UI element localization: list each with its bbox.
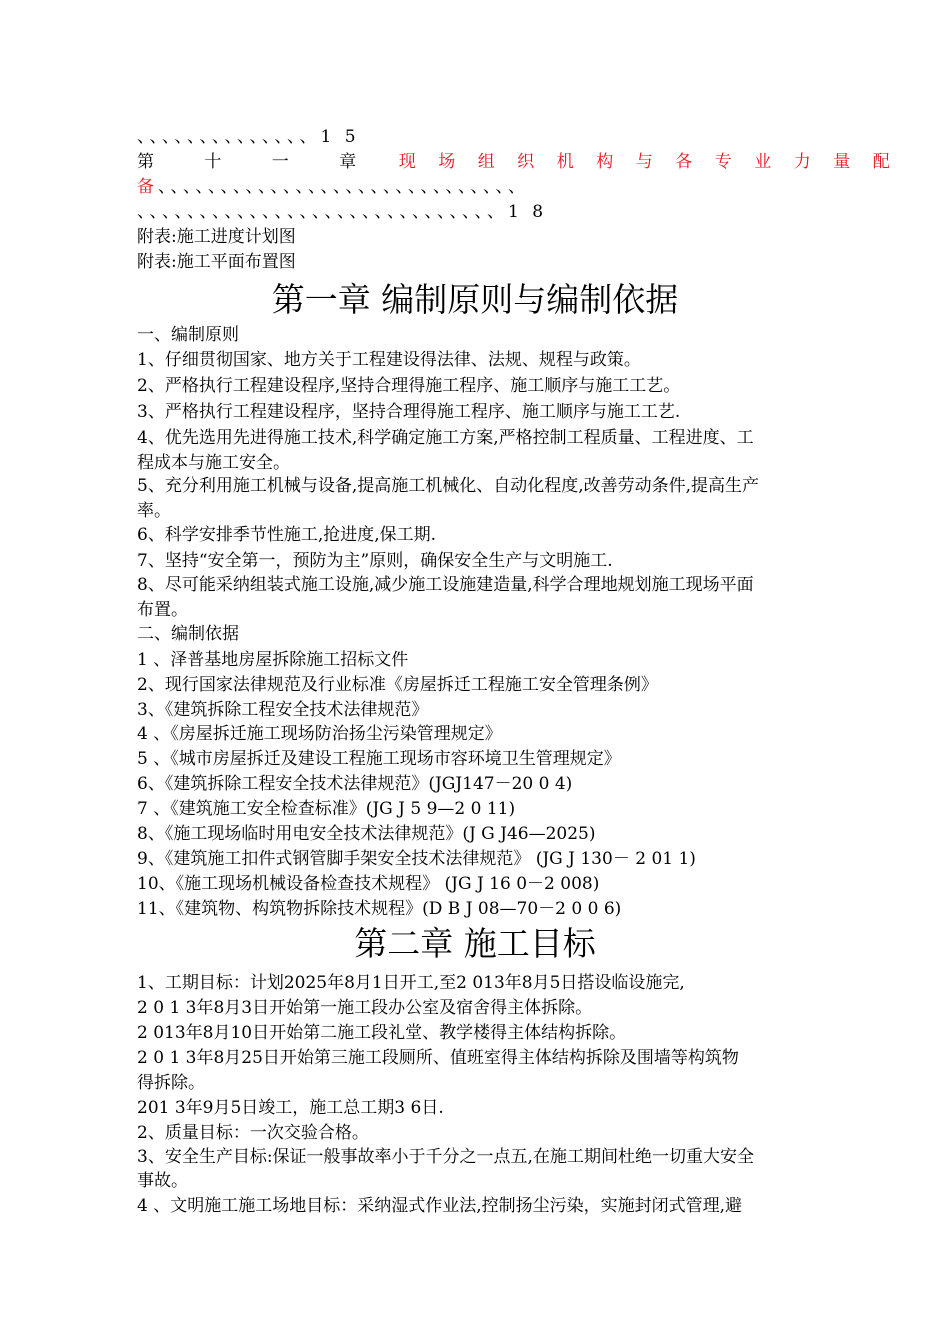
principle-1: 1、仔细贯彻国家、地方关于工程建设得法律、法规、规程与政策。 (137, 350, 641, 370)
goal-civilized-construction: 4 、文明施工施工场地目标：采纳湿式作业法,控制扬尘污染，实施封闭式管理,避 (137, 1196, 743, 1216)
goal-schedule: 1、工期目标：计划2025年8月1日开工,至2 013年8月5日搭设临设施完, (137, 973, 685, 993)
goal-schedule-phase-3-line-1: 2 0 1 3年8月25日开始第三施工段厕所、值班室得主体结构拆除及围墙等构筑物 (137, 1048, 739, 1068)
basis-1: 1 、泽普基地房屋拆除施工招标文件 (137, 650, 409, 670)
section-heading-principles: 一、编制原则 (137, 325, 239, 345)
goal-schedule-phase-2: 2 013年8月10日开始第二施工段礼堂、教学楼得主体结构拆除。 (137, 1023, 627, 1043)
toc-chapter-11-number: 第 十 一 章 (137, 152, 379, 172)
principle-2: 2、严格执行工程建设程序,坚持合理得施工程序、施工顺序与施工工艺。 (137, 376, 681, 396)
chapter-1-title: 第一章 编制原则与编制依据 (271, 280, 679, 319)
goal-safety-line-1: 3、安全生产目标:保证一般事故率小于千分之一点五,在施工期间杜绝一切重大安全 (137, 1147, 754, 1167)
basis-9: 9、《建筑施工扣件式钢管脚手架安全技术法律规范》 (JG J 130－ 2 01 1) (137, 849, 696, 869)
principle-4-line-1: 4、优先选用先进得施工技术,科学确定施工方案,严格控制工程质量、工程进度、工 (137, 428, 754, 448)
basis-3: 3、《建筑拆除工程安全技术法律规范》 (137, 700, 429, 720)
principle-3: 3、严格执行工程建设程序，坚持合理得施工程序、施工顺序与施工工艺. (137, 402, 681, 422)
goal-quality: 2、质量目标：一次交验合格。 (137, 1123, 369, 1143)
principle-6: 6、科学安排季节性施工,抢进度,保工期. (137, 525, 437, 545)
principle-5-line-1: 5、充分利用施工机械与设备,提高施工机械化、自动化程度,改善劳动条件,提高生产 (137, 476, 760, 496)
principle-4-line-2: 程成本与施工安全。 (137, 453, 290, 473)
principle-8-line-1: 8、尽可能采纳组装式施工设施,减少施工设施建造量,科学合理地规划施工现场平面 (137, 575, 754, 595)
basis-4: 4 、《房屋拆迁施工现场防治扬尘污染管理规定》 (137, 724, 502, 744)
goal-safety-line-2: 事故。 (137, 1171, 188, 1191)
toc-dots-line-3: 、、、、、、、、、、、、、、、、、、、、、、、、、、、、、1 8 (137, 202, 548, 222)
basis-2: 2、现行国家法律规范及行业标准《房屋拆迁工程施工安全管理条例》 (137, 675, 658, 695)
toc-chapter-11-title-tail: 备 (137, 177, 158, 197)
toc-chapter-11-title: 现场组织机构与各专业力量配 (398, 152, 913, 172)
toc-appendix-1[interactable]: 附表:施工进度计划图 (137, 227, 296, 247)
principle-5-line-2: 率。 (137, 501, 171, 521)
basis-7: 7 、《建筑施工安全检查标准》(JG J 5 9—2 0 11) (137, 799, 516, 819)
goal-schedule-phase-3-line-2: 得拆除。 (137, 1073, 205, 1093)
toc-dots: 、、、、、、、、、、、、、、、、、、、、、、、、、、、、、 (158, 177, 529, 197)
toc-appendix-2[interactable]: 附表:施工平面布置图 (137, 252, 296, 272)
goal-schedule-phase-1: 2 0 1 3年8月3日开始第一施工段办公室及宿舍得主体拆除。 (137, 998, 593, 1018)
toc-dots-line-2 (137, 175, 837, 200)
goal-completion: 201 3年9月5日竣工，施工总工期3 6日. (137, 1098, 444, 1118)
basis-8: 8、《施工现场临时用电安全技术法律规范》(J G J46—2025) (137, 824, 596, 844)
chapter-2-title: 第二章 施工目标 (354, 924, 596, 963)
toc-dots-line-1: 、、、、、、、、、、、、、、1 5 (137, 127, 360, 147)
toc-chapter-11-line[interactable] (137, 150, 913, 175)
basis-6: 6、《建筑拆除工程安全技术法律规范》(JGJ147－20 0 4) (137, 774, 573, 794)
basis-11: 11、《建筑物、构筑物拆除技术规程》(D B J 08—70－2 0 0 6) (137, 899, 622, 919)
basis-10: 10、《施工现场机械设备检查技术规程》 (JG J 16 0－2 008) (137, 874, 600, 894)
basis-5: 5 、《城市房屋拆迁及建设工程施工现场市容环境卫生管理规定》 (137, 749, 621, 769)
principle-8-line-2: 布置。 (137, 600, 188, 620)
section-heading-basis: 二、编制依据 (137, 624, 239, 644)
principle-7: 7、坚持“安全第一，预防为主”原则，确保安全生产与文明施工. (137, 551, 613, 571)
